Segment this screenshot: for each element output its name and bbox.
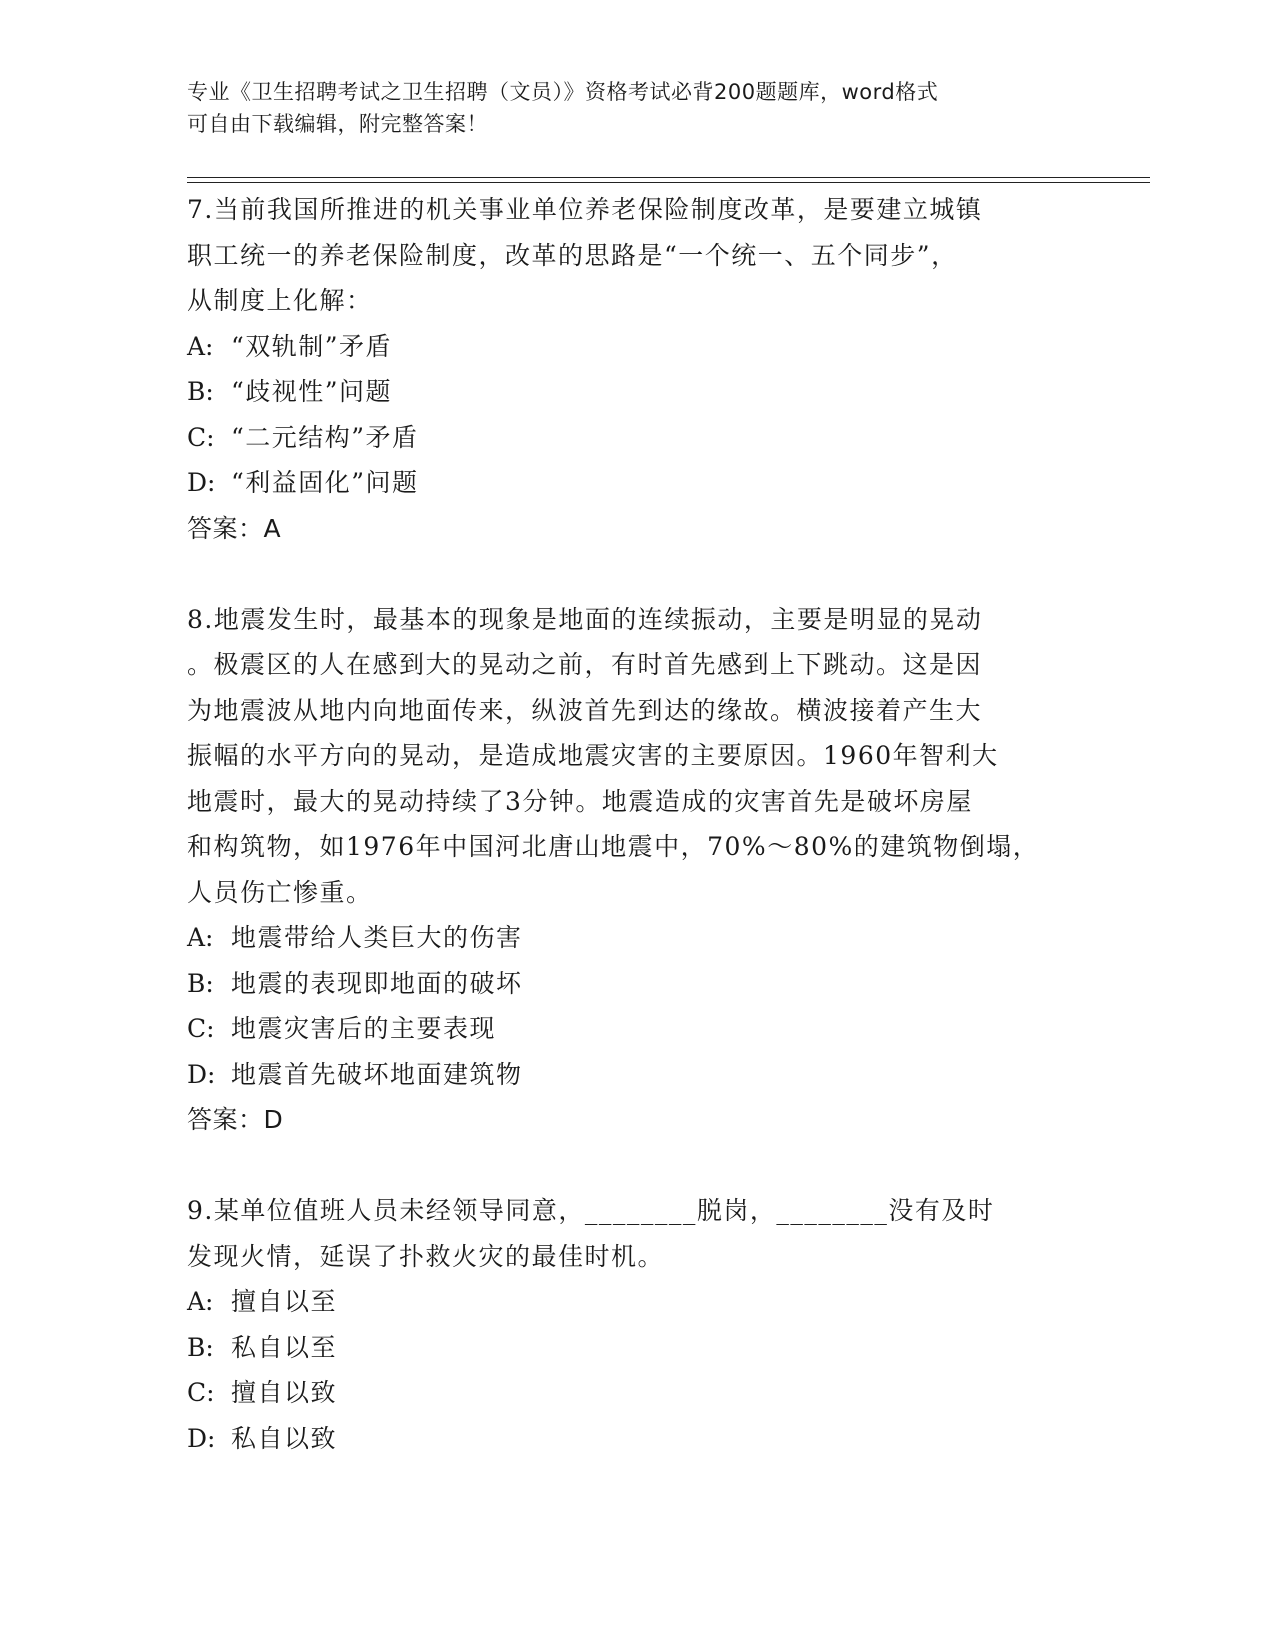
option-text: 地震带给人类巨大的伤害 — [231, 923, 523, 952]
option-text: “歧视性”问题 — [231, 377, 393, 406]
question-text-line: 9.某单位值班人员未经领导同意，________脱岗，________没有及时 — [187, 1196, 995, 1225]
header-line-1: 专业《卫生招聘考试之卫生招聘（文员）》资格考试必背200题题库，word格式 — [187, 80, 939, 104]
option-letter: B: — [187, 968, 214, 998]
option-text: “利益固化”问题 — [231, 468, 419, 497]
option-text: “双轨制”矛盾 — [231, 331, 393, 361]
option-text: 擅自以致 — [231, 1378, 338, 1407]
option-letter: D: — [187, 1423, 216, 1453]
option-text: “二元结构”矛盾 — [231, 422, 419, 452]
option-letter: B: — [187, 1332, 214, 1362]
question-text-line: 7.当前我国所推进的机关事业单位养老保险制度改革，是要建立城镇 — [187, 195, 983, 224]
option-a — [187, 1279, 1067, 1325]
header-line-2: 可自由下载编辑，附完整答案！ — [187, 112, 488, 136]
spacer — [187, 1143, 1067, 1189]
question-list — [187, 187, 1067, 1461]
option-b — [187, 961, 1067, 1007]
option-c — [187, 415, 1067, 461]
option-d — [187, 1052, 1067, 1098]
option-b — [187, 369, 1067, 415]
option-letter: C: — [187, 1378, 215, 1407]
header-divider-bottom — [187, 182, 1150, 183]
question-7 — [187, 187, 1067, 551]
option-a — [187, 324, 1067, 370]
option-letter: A: — [187, 1287, 214, 1316]
question-text-line: 振幅的水平方向的晃动，是造成地震灾害的主要原因。1960年智利大 — [187, 741, 999, 770]
question-text-line: 8.地震发生时，最基本的现象是地面的连续振动，主要是明显的晃动 — [187, 604, 983, 634]
option-text: 擅自以至 — [231, 1287, 338, 1316]
option-text: 地震灾害后的主要表现 — [231, 1014, 497, 1043]
question-text-line: 地震时，最大的晃动持续了3分钟。地震造成的灾害首先是破坏房屋 — [187, 786, 973, 816]
answer-line: 答案：D — [187, 1105, 284, 1134]
option-d — [187, 1416, 1067, 1462]
spacer — [187, 551, 1067, 597]
question-text-line: 从制度上化解： — [187, 286, 373, 315]
option-letter: B: — [187, 377, 214, 406]
option-text: 地震首先破坏地面建筑物 — [231, 1059, 523, 1089]
question-9 — [187, 1188, 1067, 1461]
answer-line: 答案：A — [187, 513, 282, 543]
option-letter: C: — [187, 422, 215, 452]
option-text: 私自以至 — [231, 1332, 338, 1362]
question-text-line: 为地震波从地内向地面传来，纵波首先到达的缘故。横波接着产生大 — [187, 695, 983, 725]
question-text-line: 职工统一的养老保险制度，改革的思路是“一个统一、五个同步”， — [187, 240, 958, 270]
question-text-line: 发现火情，延误了扑救火灾的最佳时机。 — [187, 1241, 665, 1271]
option-c — [187, 1006, 1067, 1052]
option-c — [187, 1370, 1067, 1416]
question-text-line: 和构筑物，如1976年中国河北唐山地震中，70%～80%的建筑物倒塌， — [187, 832, 1040, 861]
option-letter: A: — [187, 923, 214, 952]
option-b — [187, 1325, 1067, 1371]
option-text: 地震的表现即地面的破坏 — [231, 968, 523, 998]
option-a — [187, 915, 1067, 961]
option-d — [187, 460, 1067, 506]
document-header — [187, 76, 1067, 140]
option-letter: A: — [187, 331, 214, 361]
option-letter: D: — [187, 1059, 216, 1089]
header-divider-top — [187, 177, 1150, 178]
question-8 — [187, 597, 1067, 1143]
option-text: 私自以致 — [231, 1423, 338, 1453]
option-letter: C: — [187, 1014, 215, 1043]
option-letter: D: — [187, 468, 216, 497]
question-text-line: 人员伤亡惨重。 — [187, 877, 373, 907]
question-text-line: 。极震区的人在感到大的晃动之前，有时首先感到上下跳动。这是因 — [187, 650, 983, 679]
